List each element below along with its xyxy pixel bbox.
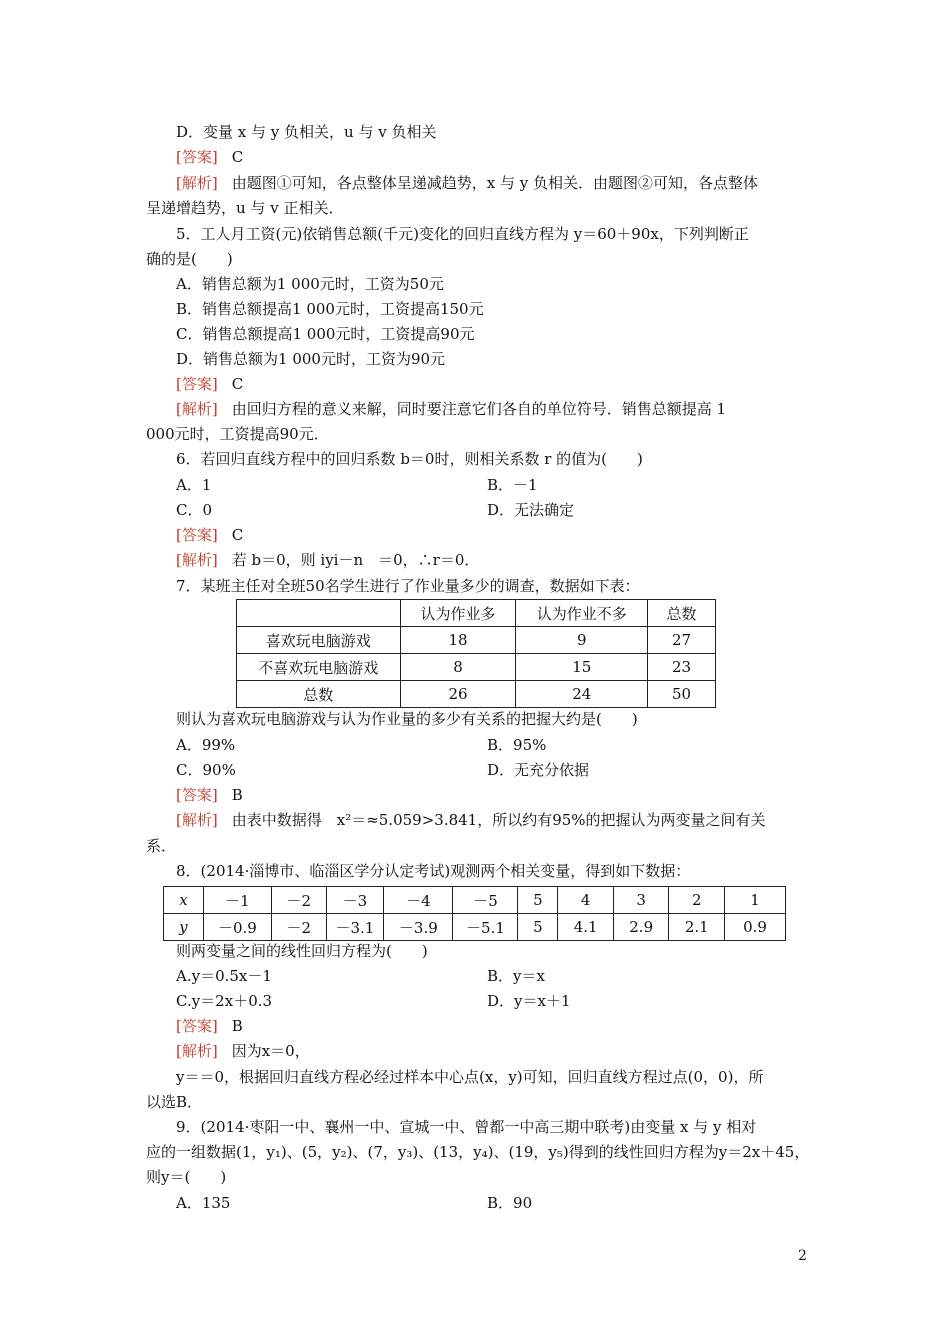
table-cell: 9: [516, 627, 648, 654]
table-cell: 5: [518, 914, 558, 941]
table-cell: －3: [326, 887, 384, 914]
answer-tag: [答案]: [176, 1017, 218, 1035]
explanation-tag: [解析]: [176, 1042, 218, 1060]
q8-stem: 8．(2014·淄博市、临淄区学分认定考试)观测两个相关变量，得到如下数据：: [176, 862, 691, 880]
table-cell: 4.1: [558, 914, 614, 941]
explanation-tag: [解析]: [176, 551, 218, 569]
q7-question: 则认为喜欢玩电脑游戏与认为作业量的多少有关系的把握大约是( ): [176, 710, 638, 728]
q9-option-a: A．135: [176, 1194, 231, 1212]
table-row-y: [164, 914, 786, 941]
page-number: 2: [798, 1248, 807, 1264]
answer-value: C: [231, 375, 244, 393]
table-cell: －1: [203, 887, 271, 914]
q5-option-c: C．销售总额提高1 000元时，工资提高90元: [176, 325, 475, 343]
table-header-cell: y: [164, 914, 204, 941]
q6-option-a: A．1: [176, 476, 212, 494]
q5-stem-2: 确的是( ): [146, 250, 233, 268]
q8-explanation-1: [176, 1041, 310, 1061]
explanation-text: 因为x＝0，: [231, 1042, 310, 1060]
q8-question: 则两变量之间的线性回归方程为( ): [176, 942, 428, 960]
table-cell: 26: [400, 681, 516, 708]
explanation-tag: [解析]: [176, 811, 218, 829]
table-header-cell: 认为作业不多: [516, 600, 648, 627]
table-header-cell: 认为作业多: [400, 600, 516, 627]
q6-answer: [176, 525, 243, 545]
q7-explanation-1: [176, 810, 766, 830]
table-row: [237, 627, 716, 654]
q9-stem-3: 则y＝( ): [146, 1168, 227, 1186]
q7-option-b: B．95%: [487, 736, 547, 754]
q6-explanation: [176, 550, 479, 570]
table-header-cell: 总数: [648, 600, 716, 627]
table-cell: 不喜欢玩电脑游戏: [237, 654, 401, 681]
table-cell: 27: [648, 627, 716, 654]
table-cell: －4: [384, 887, 453, 914]
table-cell: －5: [453, 887, 518, 914]
table-cell: －3.1: [326, 914, 384, 941]
q5-explanation-2: 000元时，工资提高90元．: [146, 425, 329, 443]
table-row-x: [164, 887, 786, 914]
q7-stem: 7．某班主任对全班50名学生进行了作业量多少的调查，数据如下表：: [176, 577, 640, 595]
q6-option-b: B．－1: [487, 476, 538, 494]
q4-explanation-2: 呈递增趋势，u 与 v 正相关．: [146, 199, 344, 217]
q5-option-d: D．销售总额为1 000元时，工资为90元: [176, 350, 446, 368]
answer-value: B: [231, 1017, 243, 1035]
table-cell: －5.1: [453, 914, 518, 941]
q9-option-b: B．90: [487, 1194, 533, 1212]
q8-answer: [176, 1016, 243, 1036]
answer-value: C: [231, 526, 244, 544]
q5-stem-1: 5．工人月工资(元)依销售总额(千元)变化的回归直线方程为 y＝60＋90x，下列判断正: [176, 225, 749, 243]
table-cell: 24: [516, 681, 648, 708]
q4-answer: [176, 147, 243, 167]
table-cell: 23: [648, 654, 716, 681]
q5-option-b: B．销售总额提高1 000元时，工资提高150元: [176, 300, 484, 318]
table-cell: 2: [669, 887, 725, 914]
answer-tag: [答案]: [176, 148, 218, 166]
q7-option-a: A．99%: [176, 736, 236, 754]
table-header-row: [237, 600, 716, 627]
table-row: [237, 681, 716, 708]
q8-option-d: D．y＝x＋1: [487, 992, 571, 1010]
q4-option-d: D．变量 x 与 y 负相关，u 与 v 负相关: [176, 123, 437, 141]
table-cell: 15: [516, 654, 648, 681]
table-cell: 喜欢玩电脑游戏: [237, 627, 401, 654]
table-cell: －3.9: [384, 914, 453, 941]
q7-answer: [176, 785, 243, 805]
answer-value: C: [231, 148, 244, 166]
q8-option-c: C.y＝2x＋0.3: [176, 992, 273, 1010]
table-cell: 50: [648, 681, 716, 708]
q8-option-a: A.y＝0.5x－1: [176, 967, 272, 985]
table-cell: 18: [400, 627, 516, 654]
q5-answer: [176, 374, 243, 394]
q5-option-a: A．销售总额为1 000元时，工资为50元: [176, 275, 444, 293]
q7-explanation-2: 系．: [146, 837, 177, 855]
q4-explanation-1: [176, 173, 758, 193]
table-cell: 总数: [237, 681, 401, 708]
explanation-text: 由回归方程的意义来解，同时要注意它们各自的单位符号．销售总额提高 1: [231, 400, 727, 418]
q7-option-d: D．无充分依据: [487, 761, 590, 779]
table-cell: 5: [518, 887, 558, 914]
q8-explanation-2: y＝＝0，根据回归直线方程必经过样本中心点(x，y)可知，回归直线方程过点(0，0)，所: [176, 1068, 764, 1086]
answer-value: B: [231, 786, 243, 804]
table-cell: 1: [725, 887, 786, 914]
q6-option-c: C．0: [176, 501, 213, 519]
table-header-cell: [237, 600, 401, 627]
explanation-text: 由题图①可知，各点整体呈递减趋势，x 与 y 负相关．由题图②可知，各点整体: [231, 174, 758, 192]
table-cell: 4: [558, 887, 614, 914]
table-cell: 8: [400, 654, 516, 681]
explanation-tag: [解析]: [176, 400, 218, 418]
explanation-text: 由表中数据得 x²＝≈5.059>3.841，所以约有95%的把握认为两变量之间有关: [231, 811, 766, 829]
q6-option-d: D．无法确定: [487, 501, 575, 519]
table-cell: 2.9: [613, 914, 669, 941]
table-row: [237, 654, 716, 681]
answer-tag: [答案]: [176, 526, 218, 544]
answer-tag: [答案]: [176, 375, 218, 393]
q8-option-b: B．y＝x: [487, 967, 545, 985]
q9-stem-1: 9．(2014·枣阳一中、襄州一中、宣城一中、曾都一中高三期中联考)由变量 x 与 y 相对: [176, 1118, 757, 1136]
table-cell: 2.1: [669, 914, 725, 941]
q7-option-c: C．90%: [176, 761, 236, 779]
explanation-tag: [解析]: [176, 174, 218, 192]
table-cell: －0.9: [203, 914, 271, 941]
q5-explanation-1: [176, 399, 726, 419]
data-table: [163, 886, 786, 941]
table-cell: 3: [613, 887, 669, 914]
explanation-text: 若 b＝0，则 iyi－n ＝0，∴r＝0．: [231, 551, 480, 569]
q6-stem: 6．若回归直线方程中的回归系数 b＝0时，则相关系数 r 的值为( ): [176, 450, 643, 468]
q9-stem-2: 应的一组数据(1，y₁)、(5，y₂)、(7，y₃)、(13，y₄)、(19，y₅)得到的线性回归方程为y＝2x＋45，: [146, 1143, 810, 1161]
table-cell: 0.9: [725, 914, 786, 941]
q8-explanation-3: 以选B．: [146, 1093, 203, 1111]
survey-table: [236, 599, 716, 708]
table-cell: －2: [272, 914, 327, 941]
table-cell: －2: [272, 887, 327, 914]
answer-tag: [答案]: [176, 786, 218, 804]
table-header-cell: x: [164, 887, 204, 914]
